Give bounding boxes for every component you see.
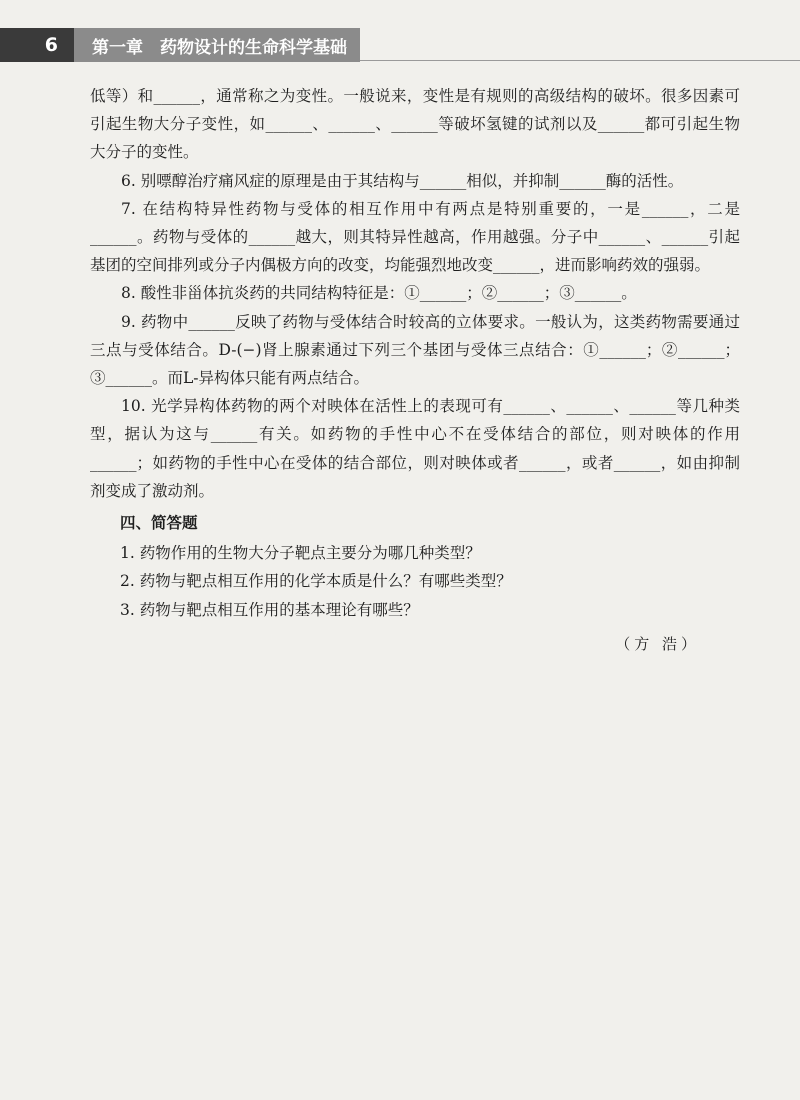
question-8: 8. 酸性非甾体抗炎药的共同结构特征是：①______；②______；③______。 bbox=[121, 284, 637, 303]
chapter-title: 第一章 药物设计的生命科学基础 bbox=[74, 28, 360, 62]
paragraph-continued: 低等）和______，通常称之为变性。一般说来，变性是有规则的高级结构的破坏。很多因素可引起生物大分子变性，如______、______、______等破坏氢键的试剂以及______都可引起生物大分子的变性。 bbox=[90, 87, 740, 162]
page-number: 6 bbox=[0, 28, 74, 62]
short-answer-question: 2. 药物与靶点相互作用的化学本质是什么？有哪些类型？ bbox=[120, 572, 512, 591]
header-rule bbox=[360, 60, 800, 61]
section-heading: 四、简答题 bbox=[120, 514, 198, 533]
page-body bbox=[90, 82, 740, 658]
author-credit: （方 浩） bbox=[615, 634, 700, 653]
question-6: 6. 别嘌醇治疗痛风症的原理是由于其结构与______相似，并抑制______酶的活性。 bbox=[121, 171, 684, 190]
short-answer-question: 1. 药物作用的生物大分子靶点主要分为哪几种类型？ bbox=[120, 544, 481, 563]
running-header bbox=[0, 28, 800, 62]
short-answer-question: 3. 药物与靶点相互作用的基本理论有哪些？ bbox=[120, 600, 419, 619]
question-10: 10. 光学异构体药物的两个对映体在活性上的表现可有______、______、______等几种类型，据认为这与______有关。如药物的手性中心不在受体结合的部位，则对映体的作用______；如药物的手性中心在受体的结合部位，则对映体或者______，或者______，如由抑制剂变成了激动剂。 bbox=[90, 397, 740, 500]
question-9: 9. 药物中______反映了药物与受体结合时较高的立体要求。一般认为，这类药物需要通过三点与受体结合。D-(−)肾上腺素通过下列三个基团与受体三点结合：①______；②______；③______。而L-异构体只能有两点结合。 bbox=[90, 312, 740, 388]
question-7: 7. 在结构特异性药物与受体的相互作用中有两点是特别重要的，一是______，二是______。药物与受体的______越大，则其特异性越高，作用越强。分子中______、______引起基团的空间排列或分子内偶极方向的改变，均能强烈地改变______，进而影响药效的强弱。 bbox=[90, 199, 740, 275]
